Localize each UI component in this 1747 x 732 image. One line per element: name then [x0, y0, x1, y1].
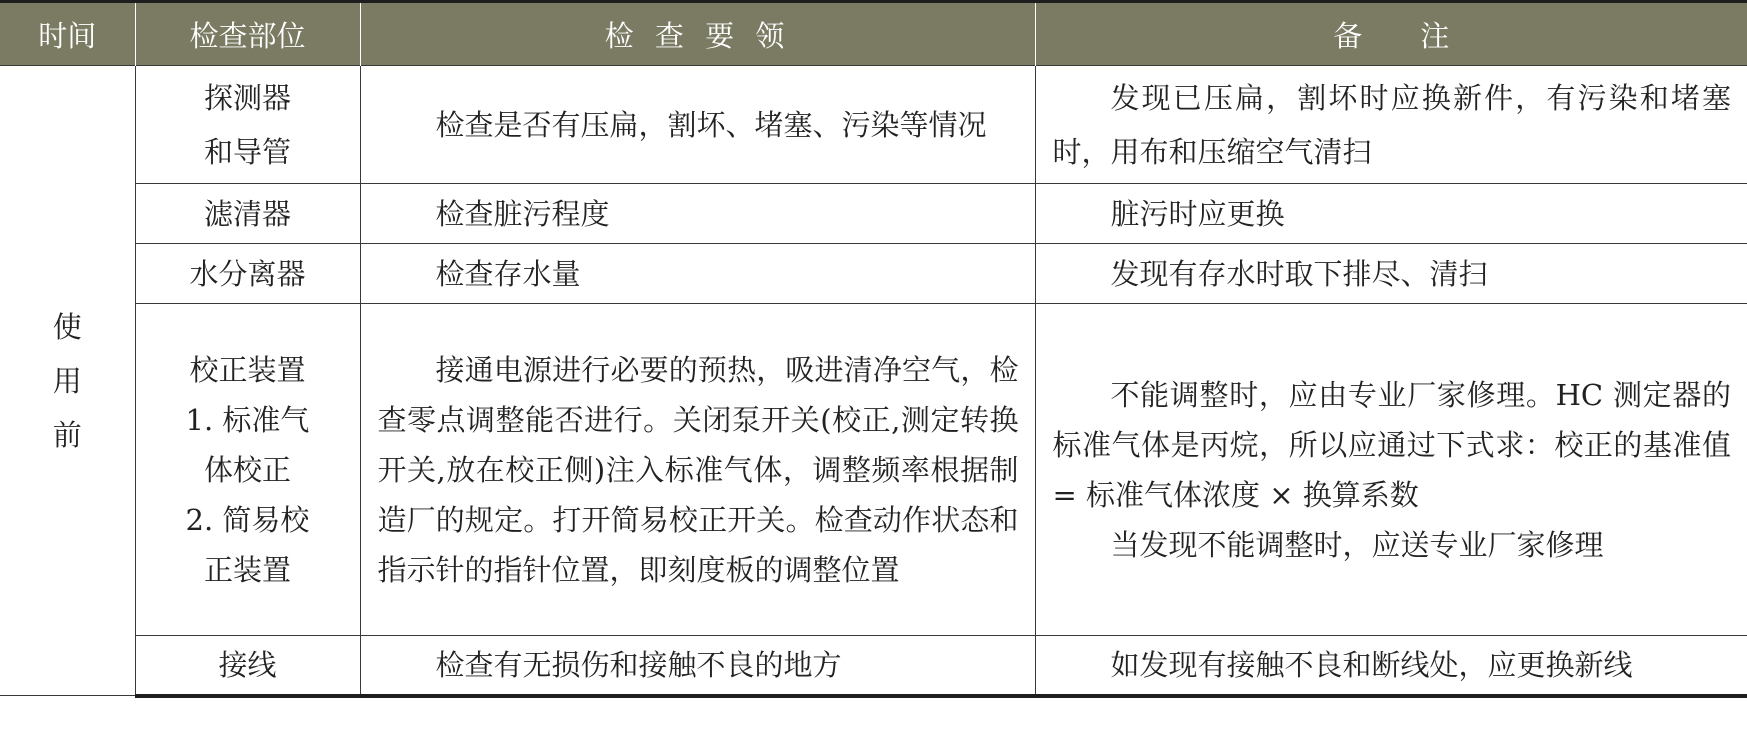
part-cell: 滤清器 [135, 184, 360, 244]
notes-cell: 如发现有接触不良和断线处，应更换新线 [1035, 636, 1747, 696]
header-points: 检 查 要 领 [360, 2, 1035, 66]
table-row [0, 244, 1747, 304]
notes-cell [1035, 304, 1747, 636]
table-row [0, 66, 1747, 184]
table-row [0, 636, 1747, 696]
points-cell: 检查脏污程度 [360, 184, 1035, 244]
header-time: 时间 [0, 2, 135, 66]
header-part: 检查部位 [135, 2, 360, 66]
notes-text-extra: 当发现不能调整时，应送专业厂家修理 [1110, 527, 1604, 562]
time-cell: 使 用 前 [0, 66, 135, 696]
points-cell: 接通电源进行必要的预热，吸进清净空气，检查零点调整能否进行。关闭泵开关(校正,测定转换开关,放在校正侧)注入标准气体，调整频率根据制造厂的规定。打开简易校正开关。检查动作状态和指示针的指针位置，即刻度板的调整位置 [360, 304, 1035, 636]
notes-cell: 脏污时应更换 [1035, 184, 1747, 244]
part-cell: 探测器 和导管 [135, 66, 360, 184]
notes-cell: 发现已压扁，割坏时应换新件，有污染和堵塞时，用布和压缩空气清扫 [1035, 66, 1747, 184]
notes-cell: 发现有存水时取下排尽、清扫 [1035, 244, 1747, 304]
points-cell: 检查有无损伤和接触不良的地方 [360, 636, 1035, 696]
table-row [0, 184, 1747, 244]
table-header-row [0, 2, 1747, 66]
notes-text: 不能调整时，应由专业厂家修理。HC 测定器的标准气体是丙烷，所以应通过下式求：校正的基准值 = 标准气体浓度 × 换算系数 [1052, 377, 1731, 512]
part-cell: 水分离器 [135, 244, 360, 304]
points-cell: 检查存水量 [360, 244, 1035, 304]
points-cell: 检查是否有压扁，割坏、堵塞、污染等情况 [360, 66, 1035, 184]
table-row [0, 304, 1747, 636]
part-cell: 校正装置 1. 标准气 体校正 2. 简易校 正装置 [135, 304, 360, 636]
header-notes: 备 注 [1035, 2, 1747, 66]
part-cell: 接线 [135, 636, 360, 696]
